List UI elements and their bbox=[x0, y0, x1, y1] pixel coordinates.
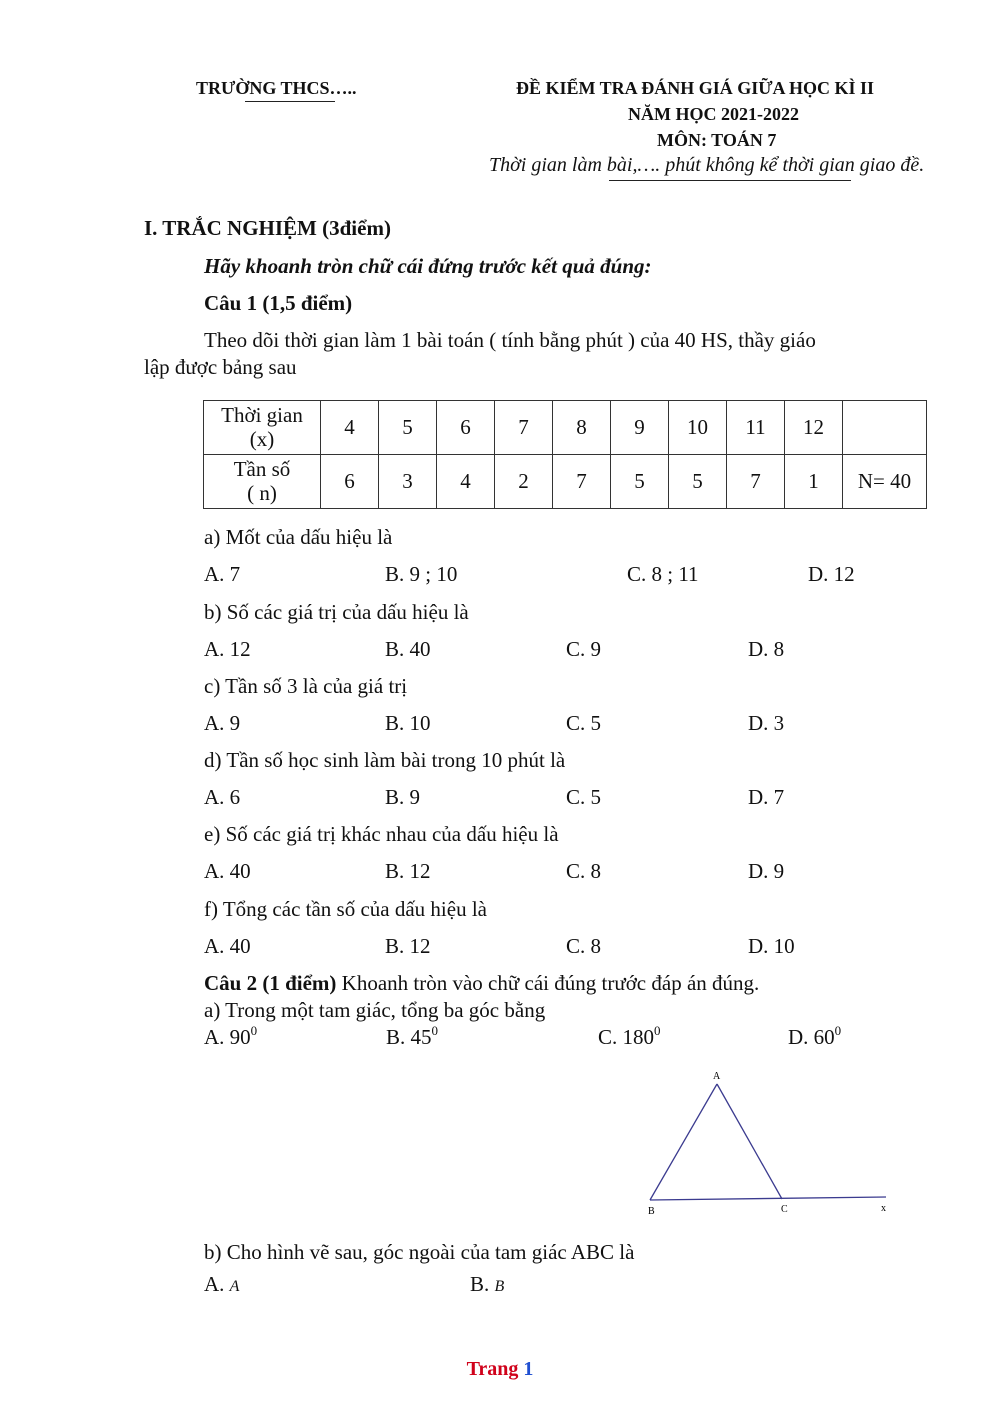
q1e-option-a[interactable]: A. 40 bbox=[204, 859, 251, 883]
q2b-question: b) Cho hình vẽ sau, góc ngoài của tam giác ABC là bbox=[204, 1240, 635, 1264]
q1f-option-d[interactable]: D. 10 bbox=[748, 934, 795, 958]
q2a-option-c-label: C. 180 bbox=[598, 1025, 655, 1049]
q1a-option-c[interactable]: C. 8 ; 11 bbox=[627, 562, 699, 586]
q1b-option-d[interactable]: D. 8 bbox=[748, 637, 785, 661]
q1-part-a: a) Mốt của dấu hiệu là bbox=[204, 525, 393, 549]
q1b-option-b[interactable]: B. 40 bbox=[385, 637, 431, 661]
q1e-option-d[interactable]: D. 9 bbox=[748, 859, 785, 883]
q1a-option-a[interactable]: A. 7 bbox=[204, 562, 241, 586]
x-cell bbox=[843, 401, 927, 455]
q1-part-b: b) Số các giá trị của dấu hiệu là bbox=[204, 600, 469, 624]
row-header-x bbox=[204, 401, 321, 455]
row-header-x-line1: Thời gian bbox=[221, 403, 303, 428]
label-b: B bbox=[648, 1206, 655, 1217]
degree-sup: 0 bbox=[431, 1023, 439, 1038]
q1-part-e: e) Số các giá trị khác nhau của dấu hiệu là bbox=[204, 822, 559, 846]
x-cell: 11 bbox=[727, 401, 785, 455]
q2b-option-a-label: A. bbox=[204, 1272, 230, 1296]
q2a-option-d[interactable] bbox=[788, 1025, 841, 1049]
row-header-n bbox=[204, 455, 321, 509]
n-cell: 6 bbox=[321, 455, 379, 509]
time-note-underline bbox=[609, 180, 851, 181]
degree-sup: 0 bbox=[834, 1023, 842, 1038]
side-ab bbox=[650, 1084, 717, 1200]
x-cell: 5 bbox=[379, 401, 437, 455]
table-row-x bbox=[204, 401, 927, 455]
x-cell: 12 bbox=[785, 401, 843, 455]
q1e-option-c[interactable]: C. 8 bbox=[566, 859, 602, 883]
label-a: A bbox=[713, 1071, 721, 1082]
side-ac bbox=[717, 1084, 782, 1199]
q1-part-f: f) Tổng các tần số của dấu hiệu là bbox=[204, 897, 487, 921]
q2a-option-b[interactable] bbox=[386, 1025, 438, 1049]
q2a-option-c[interactable] bbox=[598, 1025, 661, 1049]
q2b-option-b-var: B bbox=[494, 1278, 505, 1295]
time-note: Thời gian làm bài,…. phút không kể thời gian giao đề. bbox=[489, 154, 925, 176]
q1-title: Câu 1 (1,5 điểm) bbox=[204, 291, 353, 315]
q2-title-rest: Khoanh tròn vào chữ cái đúng trước đáp án đúng. bbox=[336, 971, 760, 995]
page-number: 1 bbox=[523, 1358, 534, 1380]
q1-intro-line1: Theo dõi thời gian làm 1 bài toán ( tính bằng phút ) của 40 HS, thầy giáo bbox=[204, 328, 816, 352]
n-cell: 1 bbox=[785, 455, 843, 509]
n-cell: 7 bbox=[727, 455, 785, 509]
q1e-option-b[interactable]: B. 12 bbox=[385, 859, 431, 883]
row-header-n-line1: Tần số bbox=[233, 457, 291, 482]
x-cell: 7 bbox=[495, 401, 553, 455]
row-header-x-line2: (x) bbox=[249, 426, 275, 451]
x-cell: 9 bbox=[611, 401, 669, 455]
school-underline bbox=[245, 101, 335, 102]
q1-intro-line2: lập được bảng sau bbox=[144, 355, 297, 379]
exam-title: ĐỀ KIỂM TRA ĐÁNH GIÁ GIỮA HỌC KÌ II bbox=[516, 78, 875, 98]
q2a-option-d-label: D. 60 bbox=[788, 1025, 835, 1049]
q2a-option-b-label: B. 45 bbox=[386, 1025, 432, 1049]
q2a-question: a) Trong một tam giác, tổng ba góc bằng bbox=[204, 998, 546, 1022]
row-header-n-line2: ( n) bbox=[247, 480, 277, 505]
q2a-option-a[interactable] bbox=[204, 1025, 257, 1049]
instruction: Hãy khoanh tròn chữ cái đứng trước kết quả đúng: bbox=[204, 254, 652, 278]
frequency-table bbox=[203, 400, 927, 509]
label-x: x bbox=[881, 1203, 886, 1214]
q1f-option-a[interactable]: A. 40 bbox=[204, 934, 251, 958]
q1b-option-c[interactable]: C. 9 bbox=[566, 637, 602, 661]
section-title: I. TRẮC NGHIỆM (3điểm) bbox=[144, 216, 391, 240]
n-cell: 5 bbox=[669, 455, 727, 509]
q2-title-bold: Câu 2 (1 điểm) bbox=[204, 971, 337, 995]
q2b-option-b[interactable] bbox=[470, 1272, 504, 1296]
q1c-option-b[interactable]: B. 10 bbox=[385, 711, 431, 735]
q1f-option-c[interactable]: C. 8 bbox=[566, 934, 602, 958]
degree-sup: 0 bbox=[654, 1023, 661, 1038]
n-cell: 4 bbox=[437, 455, 495, 509]
school-name: TRƯỜNG THCS….. bbox=[196, 78, 357, 98]
q1d-option-c[interactable]: C. 5 bbox=[566, 785, 602, 809]
q2-title bbox=[204, 971, 759, 995]
q1d-option-b[interactable]: B. 9 bbox=[385, 785, 421, 809]
q2a-option-a-label: A. 90 bbox=[204, 1025, 251, 1049]
x-cell: 6 bbox=[437, 401, 495, 455]
q1-part-c: c) Tần số 3 là của giá trị bbox=[204, 674, 408, 698]
ray-bx bbox=[650, 1197, 886, 1200]
n-cell: 7 bbox=[553, 455, 611, 509]
q2b-option-b-label: B. bbox=[470, 1272, 495, 1296]
q1-part-d: d) Tần số học sinh làm bài trong 10 phút là bbox=[204, 748, 566, 772]
table-row-n bbox=[204, 455, 927, 509]
q1a-option-b[interactable]: B. 9 ; 10 bbox=[385, 562, 458, 586]
x-cell: 10 bbox=[669, 401, 727, 455]
exam-year: NĂM HỌC 2021-2022 bbox=[628, 104, 799, 124]
x-cell: 4 bbox=[321, 401, 379, 455]
triangle-figure bbox=[630, 1062, 900, 1222]
q1b-option-a[interactable]: A. 12 bbox=[204, 637, 251, 661]
q1a-option-d[interactable]: D. 12 bbox=[808, 562, 855, 586]
q2b-option-a[interactable] bbox=[204, 1272, 239, 1296]
q1c-option-c[interactable]: C. 5 bbox=[566, 711, 602, 735]
q1c-option-a[interactable]: A. 9 bbox=[204, 711, 241, 735]
q1d-option-a[interactable]: A. 6 bbox=[204, 785, 241, 809]
page-word: Trang bbox=[466, 1358, 519, 1380]
n-cell: 3 bbox=[379, 455, 437, 509]
n-cell: 2 bbox=[495, 455, 553, 509]
degree-sup: 0 bbox=[250, 1023, 258, 1038]
n-cell-total: N= 40 bbox=[843, 455, 927, 509]
n-cell: 5 bbox=[611, 455, 669, 509]
q1d-option-d[interactable]: D. 7 bbox=[748, 785, 785, 809]
q2b-option-a-var: A bbox=[229, 1278, 240, 1295]
exam-subject: MÔN: TOÁN 7 bbox=[657, 130, 777, 150]
q1f-option-b[interactable]: B. 12 bbox=[385, 934, 431, 958]
label-c: C bbox=[781, 1204, 788, 1215]
x-cell: 8 bbox=[553, 401, 611, 455]
page-footer bbox=[0, 1358, 1000, 1381]
q1c-option-d[interactable]: D. 3 bbox=[748, 711, 785, 735]
